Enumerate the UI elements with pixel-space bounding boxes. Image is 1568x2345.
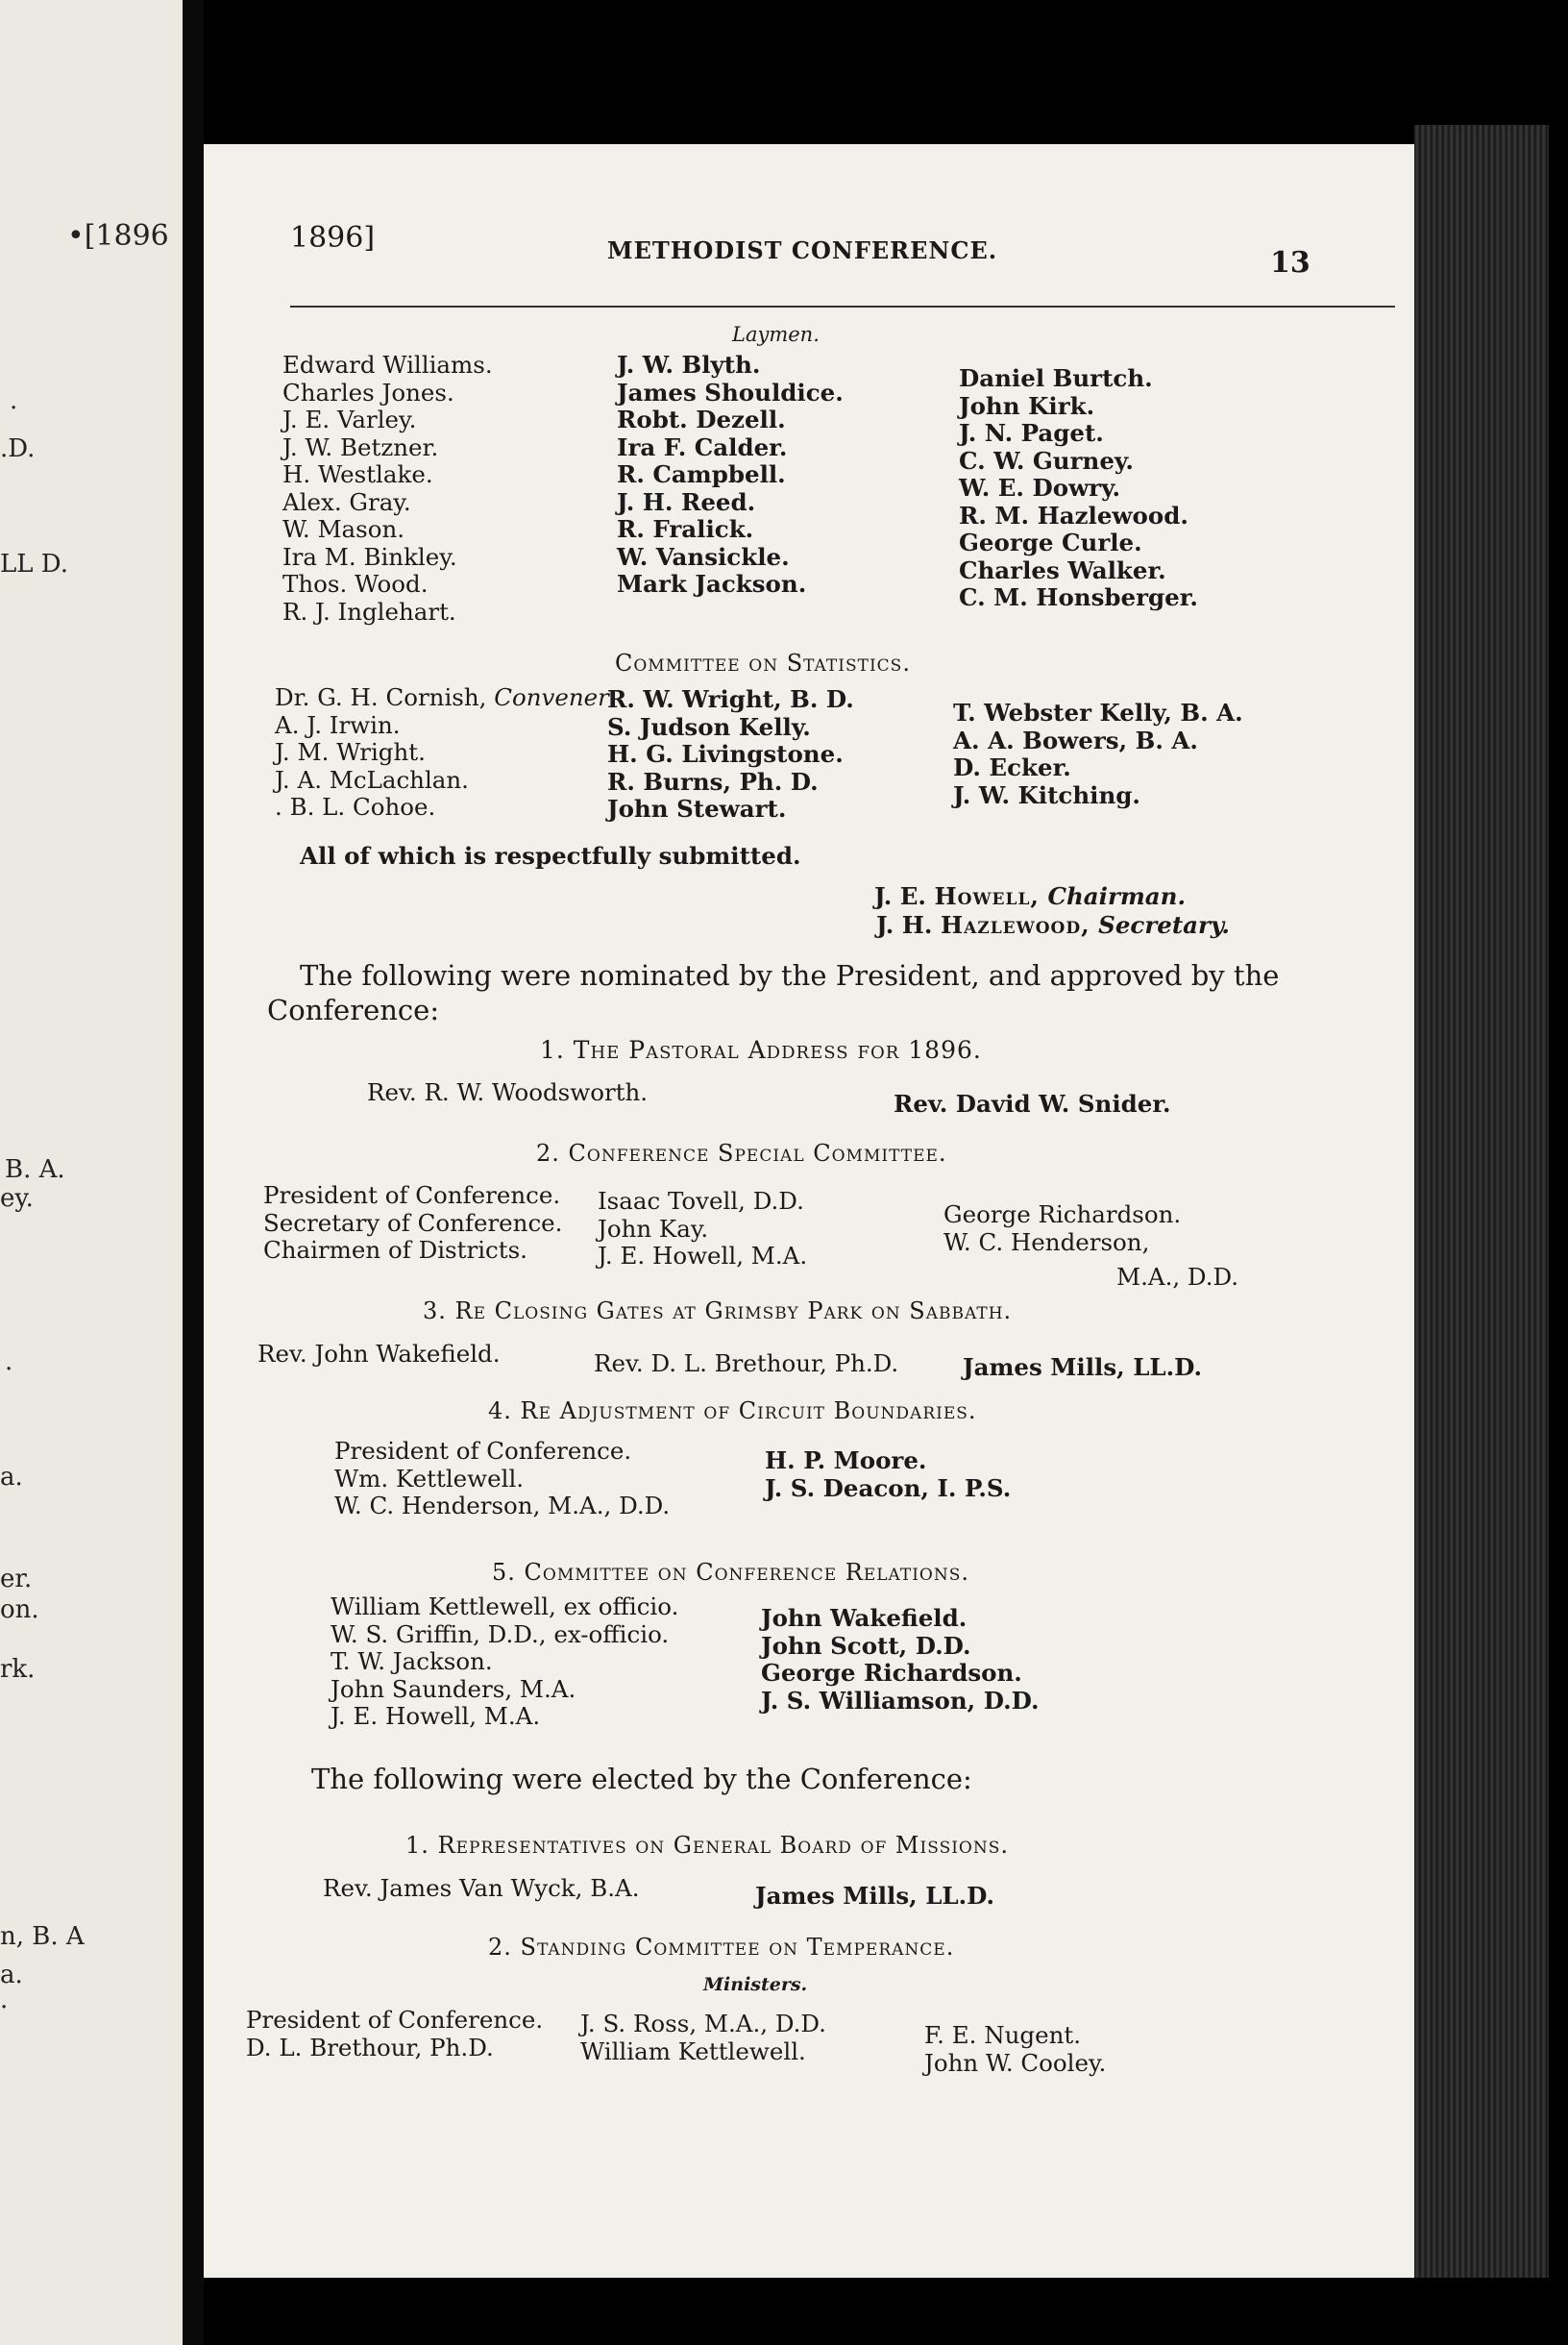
list-item: J. H. Reed.: [617, 487, 756, 516]
s3-a: Rev. John Wakefield.: [257, 1340, 501, 1368]
statistics-col1: [275, 684, 609, 822]
s4-col1: [334, 1438, 670, 1520]
list-item: Charles Jones.: [282, 378, 454, 407]
left-page-text: on.: [0, 1595, 39, 1624]
list-item: James Shouldice.: [617, 378, 844, 407]
list-item: H. G. Livingstone.: [607, 740, 844, 768]
list-item: Wm. Kettlewell.: [334, 1464, 525, 1493]
nominated-intro-line1: The following were nominated by the President, and approved by the: [300, 959, 1280, 992]
list-item: W. C. Henderson, M.A., D.D.: [334, 1492, 671, 1519]
list-item: Charles Walker.: [959, 555, 1166, 584]
section-heading: 3. Re Closing Gates at Grimsby Park on Sabbath.: [423, 1297, 1013, 1324]
e1-right: James Mills, LL.D.: [755, 1882, 995, 1910]
left-page-fragment: [0, 0, 183, 2345]
left-page-text: .: [5, 1347, 13, 1376]
left-page-text: .D.: [0, 434, 36, 463]
secretary-signature: [876, 911, 1230, 939]
list-item: William Kettlewell, ex officio.: [331, 1592, 679, 1620]
list-item: R. W. Wright, B. D.: [607, 685, 854, 713]
s1-left: Rev. R. W. Woodsworth.: [367, 1078, 649, 1106]
list-item: Thos. Wood.: [282, 570, 429, 598]
left-page-text: er.: [0, 1565, 33, 1593]
convener-label: Convener: [494, 683, 609, 711]
left-page-text: n, B. A: [0, 1922, 85, 1951]
list-item: C. W. Gurney.: [959, 446, 1134, 475]
nominated-intro-line2: Conference:: [267, 994, 440, 1026]
signature-initials: J. E.: [874, 882, 926, 910]
list-item: John Stewart.: [607, 795, 787, 823]
e2-subheading: Ministers.: [703, 1974, 808, 1995]
e1-left: Rev. James Van Wyck, B.A.: [323, 1874, 640, 1902]
elected-intro: The following were elected by the Conference:: [311, 1763, 972, 1795]
s4-col2: [765, 1447, 1011, 1502]
page-number: 13: [1270, 246, 1311, 280]
laymen-col2: [617, 352, 844, 599]
left-page-text: B. A.: [5, 1155, 65, 1184]
section-heading: 1. Representatives on General Board of Missions.: [405, 1832, 1010, 1859]
list-item: John Wakefield.: [761, 1604, 968, 1632]
s2-col1: [263, 1182, 562, 1265]
list-item: J. S. Williamson, D.D.: [761, 1686, 1040, 1715]
list-item: J. E. Howell, M.A.: [598, 1242, 808, 1270]
list-item: W. S. Griffin, D.D., ex-officio.: [331, 1619, 670, 1648]
list-item: C. M. Honsberger.: [959, 583, 1198, 611]
list-item: Chairmen of Districts.: [263, 1236, 527, 1264]
left-page-text: .: [10, 386, 18, 415]
list-item: R. Fralick.: [617, 515, 754, 543]
laymen-label: Laymen.: [732, 323, 820, 346]
list-item: J. E. Varley.: [282, 406, 417, 433]
list-item: Secretary of Conference.: [263, 1208, 563, 1237]
s5-col1: [331, 1593, 678, 1731]
left-page-text: ey.: [0, 1184, 34, 1213]
list-item: R. M. Hazlewood.: [959, 501, 1188, 530]
laymen-col3: [959, 365, 1198, 612]
list-item: W. Vansickle.: [617, 542, 790, 571]
e2-col2: [580, 2011, 826, 2065]
left-page-year: •[1896: [67, 219, 169, 253]
s2-col2: [598, 1188, 807, 1271]
list-item: T. W. Jackson.: [331, 1647, 493, 1675]
left-page-text: a.: [0, 1463, 23, 1492]
section-heading: 2. Conference Special Committee.: [536, 1140, 947, 1167]
list-item: S. Judson Kelly.: [607, 712, 811, 741]
s2-suffix: M.A., D.D.: [1116, 1263, 1239, 1291]
signature-name: Howell,: [934, 882, 1040, 910]
list-item: William Kettlewell.: [580, 2036, 806, 2065]
list-item: D. L. Brethour, Ph.D.: [246, 2033, 494, 2061]
list-item: John Scott, D.D.: [761, 1631, 971, 1660]
header-rule: [290, 306, 1395, 308]
left-page-text: LL D.: [0, 550, 68, 579]
list-item: John Kay.: [598, 1214, 709, 1243]
book-page-edges: [1414, 125, 1549, 2278]
list-item: George Richardson.: [761, 1659, 1022, 1687]
list-item: J. M. Wright.: [275, 738, 426, 766]
list-item: H. Westlake.: [282, 460, 433, 488]
list-item: R. J. Inglehart.: [282, 597, 456, 626]
list-item: John W. Cooley.: [924, 2048, 1107, 2077]
book-gutter: [183, 0, 204, 2345]
list-item: J. A. McLachlan.: [275, 765, 469, 794]
convener-name: Dr. G. H. Cornish,: [275, 683, 487, 711]
statistics-col2: [607, 686, 854, 824]
list-item: J. N. Paget.: [959, 419, 1104, 447]
list-item: Ira F. Calder.: [617, 432, 788, 461]
list-item: J. S. Ross, M.A., D.D.: [580, 2010, 826, 2037]
signature-initials: J. H.: [876, 911, 933, 939]
list-item: John Saunders, M.A.: [331, 1674, 576, 1703]
chairman-signature: [874, 882, 1186, 910]
list-item: John Kirk.: [959, 391, 1095, 420]
signature-name: Hazlewood,: [940, 911, 1090, 939]
section-heading: 4. Re Adjustment of Circuit Boundaries.: [488, 1397, 977, 1424]
list-item: George Curle.: [959, 529, 1142, 556]
s3-c: James Mills, LL.D.: [963, 1353, 1203, 1381]
section-heading: 5. Committee on Conference Relations.: [492, 1559, 970, 1586]
list-item: Mark Jackson.: [617, 570, 807, 598]
left-page-text: a.: [0, 1961, 23, 1989]
list-item: A. A. Bowers, B. A.: [953, 726, 1198, 754]
list-item: George Richardson.: [943, 1200, 1182, 1228]
left-page-text: rk.: [0, 1655, 36, 1684]
list-item: J. W. Blyth.: [617, 351, 761, 379]
list-item: J. W. Betzner.: [282, 432, 439, 461]
list-item: W. E. Dowry.: [959, 474, 1121, 502]
header-year: 1896]: [290, 221, 376, 255]
list-item: W. C. Henderson,: [943, 1227, 1150, 1256]
s1-right: Rev. David W. Snider.: [894, 1090, 1171, 1118]
list-item: R. Campbell.: [617, 460, 786, 488]
list-item: Robt. Dezell.: [617, 406, 786, 433]
statistics-col3: [953, 700, 1243, 809]
e2-col1: [246, 2007, 543, 2061]
list-item: . B. L. Cohoe.: [275, 793, 436, 821]
list-item: D. Ecker.: [953, 753, 1071, 781]
signature-role: Secretary.: [1098, 911, 1230, 939]
list-item: Edward Williams.: [282, 351, 493, 379]
signature-role: Chairman.: [1047, 882, 1187, 910]
list-item: T. Webster Kelly, B. A.: [953, 699, 1243, 727]
list-item: Ira M. Binkley.: [282, 542, 457, 571]
laymen-col1: [282, 352, 493, 626]
s2-col3: [943, 1201, 1181, 1256]
list-item: President of Conference.: [263, 1181, 561, 1209]
list-item: Isaac Tovell, D.D.: [598, 1187, 804, 1215]
header-title: METHODIST CONFERENCE.: [607, 236, 998, 264]
section-heading: 1. The Pastoral Address for 1896.: [540, 1036, 982, 1064]
list-item: J. S. Deacon, I. P.S.: [765, 1473, 1012, 1502]
list-item: President of Conference.: [246, 2006, 544, 2034]
list-item: Daniel Burtch.: [959, 364, 1153, 392]
list-item: W. Mason.: [282, 515, 405, 543]
list-item: H. P. Moore.: [765, 1446, 927, 1474]
list-item: R. Burns, Ph. D.: [607, 767, 819, 796]
list-item: J. E. Howell, M.A.: [331, 1702, 541, 1730]
submitted-line: All of which is respectfully submitted.: [300, 842, 801, 870]
s5-col2: [761, 1605, 1040, 1715]
s3-b: Rev. D. L. Brethour, Ph.D.: [594, 1349, 899, 1377]
e2-col3: [924, 2022, 1106, 2077]
list-item: [275, 684, 609, 712]
section-heading: 2. Standing Committee on Temperance.: [488, 1934, 955, 1961]
statistics-heading: Committee on Statistics.: [615, 650, 911, 677]
list-item: Alex. Gray.: [282, 487, 411, 516]
list-item: President of Conference.: [334, 1437, 632, 1465]
document-page: [204, 144, 1414, 2278]
list-item: F. E. Nugent.: [924, 2021, 1082, 2049]
list-item: A. J. Irwin.: [275, 710, 401, 739]
left-page-text: .: [0, 1986, 9, 2014]
list-item: J. W. Kitching.: [953, 780, 1140, 809]
